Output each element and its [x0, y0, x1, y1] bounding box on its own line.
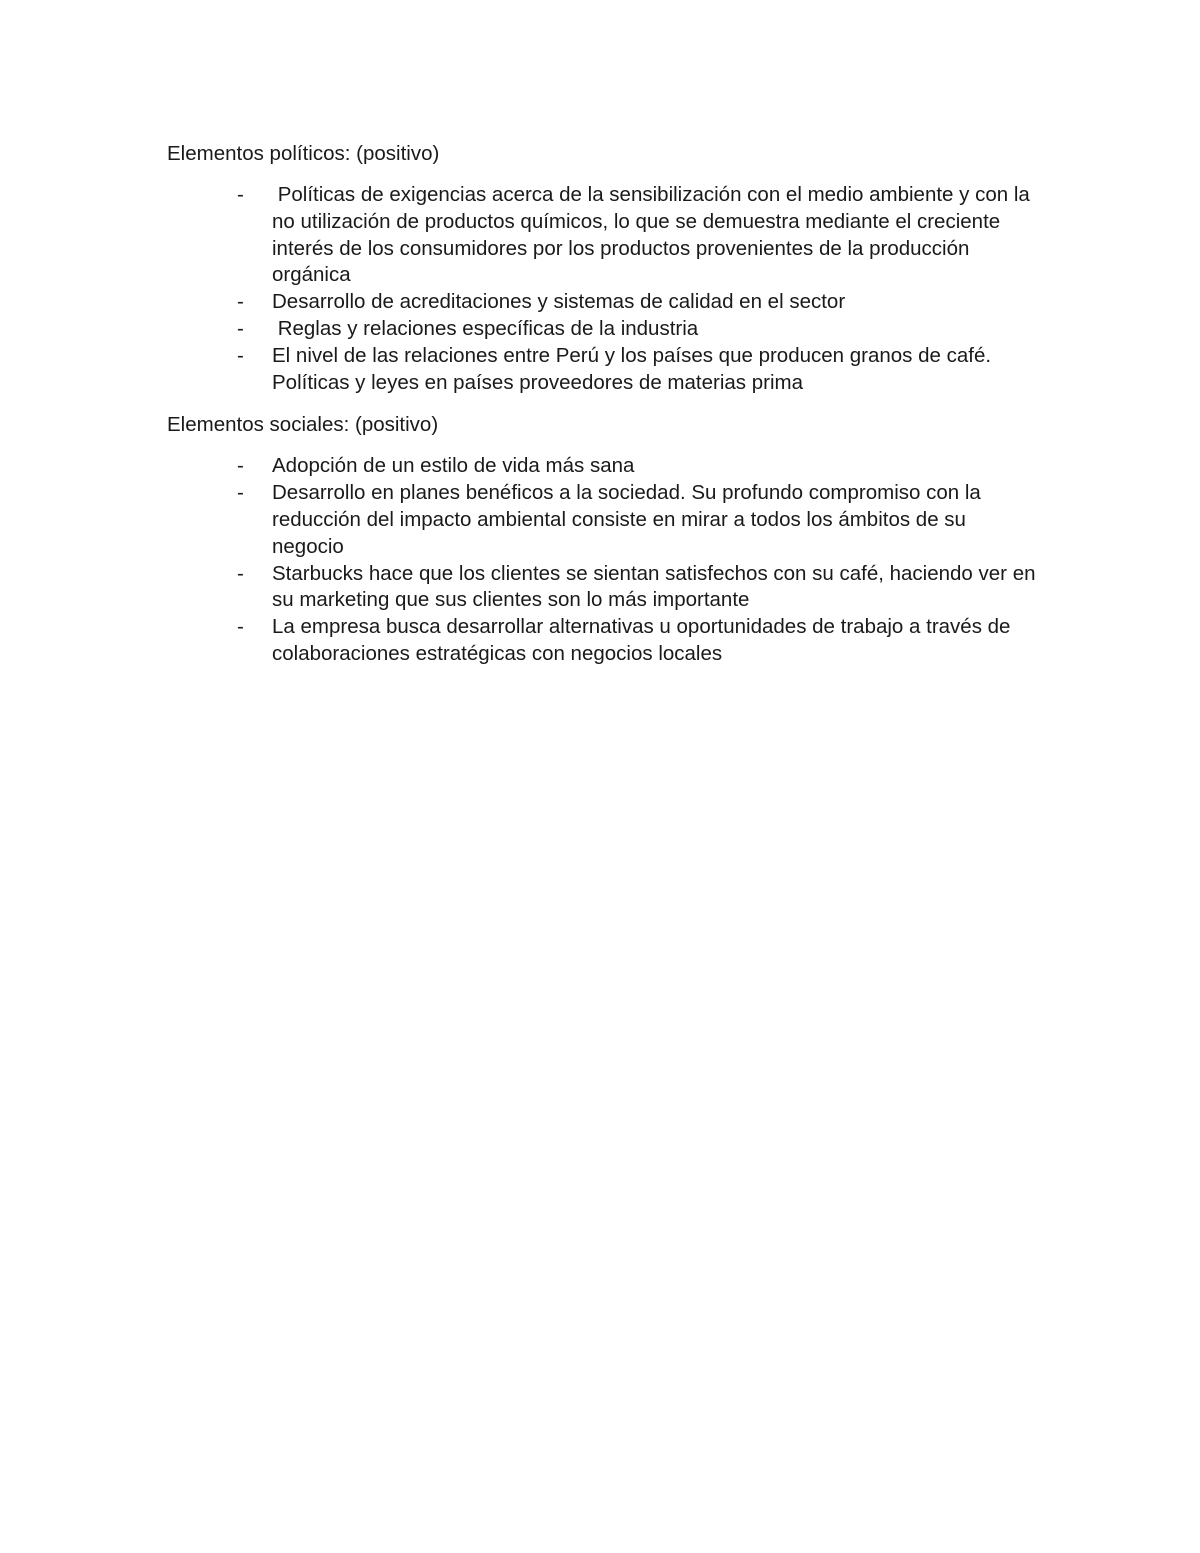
dash-bullet: - — [237, 561, 244, 585]
bullet-list — [167, 453, 1047, 667]
dash-bullet: - — [237, 316, 244, 340]
section-political — [167, 140, 1047, 396]
list-item — [167, 316, 1042, 343]
list-item-text: Starbucks hace que los clientes se sientan satisfechos con su café, haciendo ver en su marketing que sus clientes son lo más importante — [272, 561, 1036, 612]
list-item-text: Políticas de exigencias acerca de la sensibilización con el medio ambiente y con la no utilización de productos químicos, lo que se demuestra mediante el creciente interés de los consumidores por los productos provenientes de la producción orgánica — [272, 183, 1036, 287]
dash-bullet: - — [237, 343, 244, 367]
section-social — [167, 411, 1047, 667]
list-item-text: Adopción de un estilo de vida más sana — [272, 454, 635, 478]
list-item — [167, 453, 1042, 480]
list-item-text: Desarrollo de acreditaciones y sistemas de calidad en el sector — [272, 290, 846, 314]
list-item-text: Reglas y relaciones específicas de la industria — [272, 316, 699, 340]
list-item — [167, 182, 1042, 289]
dash-bullet: - — [237, 183, 244, 206]
section-heading: Elementos políticos: (positivo) — [167, 142, 440, 165]
dash-bullet: - — [237, 615, 244, 639]
bullet-list — [167, 182, 1047, 396]
list-item — [167, 480, 1042, 560]
dash-bullet: - — [237, 481, 244, 505]
list-item — [167, 343, 1042, 397]
dash-bullet: - — [237, 454, 244, 478]
list-item-text: El nivel de las relaciones entre Perú y los países que producen granos de café. Políticas y leyes en países proveedores de materias prima — [272, 343, 997, 394]
list-item — [167, 561, 1042, 615]
section-heading: Elementos sociales: (positivo) — [167, 413, 439, 437]
list-item — [167, 289, 1042, 316]
list-item-text: La empresa busca desarrollar alternativas u oportunidades de trabajo a través de colaboraciones estratégicas con negocios locales — [272, 615, 1011, 665]
list-item-text: Desarrollo en planes benéficos a la sociedad. Su profundo compromiso con la reducción del impacto ambiental consiste en mirar a todos los ámbitos de su negocio — [272, 481, 981, 558]
document-body — [167, 140, 1047, 668]
list-item — [167, 614, 1042, 668]
dash-bullet: - — [237, 290, 244, 314]
